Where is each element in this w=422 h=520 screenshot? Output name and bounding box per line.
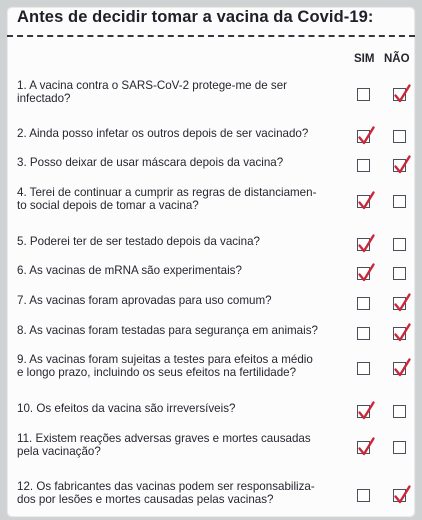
question-text (17, 433, 355, 458)
question-line: pela vacinação? (17, 444, 101, 458)
check-icon (357, 126, 375, 146)
question-line: 5. Poderei ter de ser testado depois da vacina? (17, 235, 260, 248)
question-text (17, 236, 355, 249)
question-text (17, 354, 355, 379)
question-line: 2. Ainda posso infetar os outros depois de ser vacinado? (17, 127, 309, 140)
question-line: 4. Terei de continuar a cumprir as regras de distanciamen- (17, 186, 317, 199)
check-icon (357, 437, 375, 457)
checkbox-nao[interactable] (393, 405, 406, 418)
question-text (17, 403, 355, 416)
checkbox-sim[interactable] (357, 489, 370, 502)
question-line: 8. As vacinas foram testadas para segurança em animais? (17, 324, 318, 337)
check-icon (357, 191, 375, 211)
question-text (17, 295, 355, 308)
checkbox-nao[interactable] (393, 362, 406, 375)
checkbox-nao[interactable] (393, 130, 406, 143)
check-icon (393, 293, 411, 313)
check-icon (393, 358, 411, 378)
checkbox-nao[interactable] (393, 441, 406, 454)
checkbox-sim[interactable] (357, 362, 370, 375)
checkbox-nao[interactable] (393, 489, 406, 502)
question-text (17, 187, 355, 212)
question-line: 3. Posso deixar de usar máscara depois da vacina? (17, 156, 284, 169)
question-text (17, 325, 355, 338)
question-text (17, 265, 355, 278)
checkbox-sim[interactable] (357, 441, 370, 454)
checkbox-nao[interactable] (393, 238, 406, 251)
checkbox-nao[interactable] (393, 297, 406, 310)
check-icon (393, 323, 411, 343)
check-icon (393, 485, 411, 505)
checkbox-sim[interactable] (357, 297, 370, 310)
question-text (17, 481, 355, 506)
question-line: 1. A vacina contra o SARS-CoV-2 protege-me de ser (17, 79, 288, 92)
checkbox-nao[interactable] (393, 159, 406, 172)
check-icon (393, 84, 411, 104)
question-text (17, 128, 355, 141)
question-line: 12. Os fabricantes das vacinas podem ser responsabiliza- (17, 480, 315, 493)
questionnaire-card (6, 6, 416, 518)
column-header-no: NÃO (384, 53, 410, 65)
column-header-yes: SIM (354, 53, 375, 65)
question-line: dos por lesões e mortes causadas pelas vacinas? (17, 492, 274, 506)
check-icon (357, 234, 375, 254)
question-line: 7. As vacinas foram aprovadas para uso comum? (17, 294, 272, 307)
checkbox-sim[interactable] (357, 327, 370, 340)
question-line: 6. As vacinas de mRNA são experimentais? (17, 264, 242, 277)
checkbox-nao[interactable] (393, 267, 406, 280)
page-title: Antes de decidir tomar a vacina da Covid-19: (17, 8, 374, 26)
question-line: 9. As vacinas foram sujeitas a testes para efeitos a médio (17, 353, 313, 366)
check-icon (393, 155, 411, 175)
dashed-divider (7, 35, 415, 37)
checkbox-sim[interactable] (357, 267, 370, 280)
question-line: 10. Os efeitos da vacina são irreversíveis? (17, 402, 236, 415)
checkbox-sim[interactable] (357, 238, 370, 251)
question-text (17, 80, 355, 105)
checkbox-nao[interactable] (393, 327, 406, 340)
checkbox-sim[interactable] (357, 195, 370, 208)
checkbox-sim[interactable] (357, 405, 370, 418)
checkbox-sim[interactable] (357, 88, 370, 101)
check-icon (357, 263, 375, 283)
question-line: infectado? (17, 91, 71, 105)
question-line: 11. Existem reações adversas graves e mortes causadas (17, 432, 311, 445)
checkbox-nao[interactable] (393, 88, 406, 101)
question-text (17, 157, 355, 170)
question-line: e longo prazo, incluindo os seus efeitos na fertilidade? (17, 365, 297, 379)
checkbox-nao[interactable] (393, 195, 406, 208)
checkbox-sim[interactable] (357, 159, 370, 172)
question-line: to social depois de tomar a vacina? (17, 198, 199, 212)
checkbox-sim[interactable] (357, 130, 370, 143)
check-icon (357, 401, 375, 421)
